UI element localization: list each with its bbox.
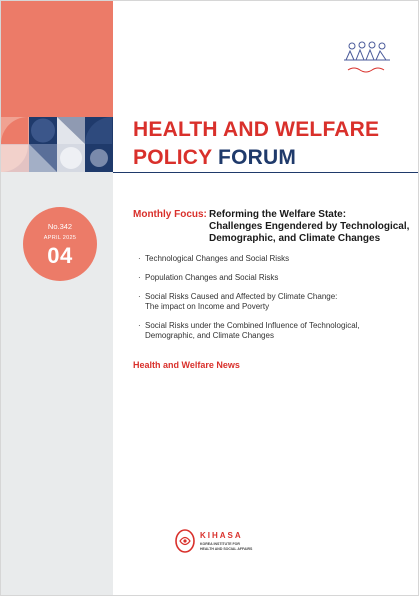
monthly-focus-label: Monthly Focus: bbox=[133, 209, 207, 220]
publication-title-line2 bbox=[133, 146, 296, 170]
kihasa-subtitle-line: HEALTH AND SOCIAL AFFAIRS bbox=[200, 547, 253, 551]
kihasa-wordmark: KIHASA bbox=[200, 531, 243, 540]
focus-title-line: Demographic, and Climate Changes bbox=[209, 233, 381, 244]
toc-item bbox=[137, 292, 360, 312]
toc-item bbox=[137, 254, 360, 264]
salmon-block bbox=[1, 1, 113, 117]
issue-number: No.342 bbox=[47, 222, 73, 231]
focus-title-line: Reforming the Welfare State: bbox=[209, 209, 347, 220]
header-divider-line bbox=[113, 172, 418, 173]
issue-date: APRIL 2025 bbox=[43, 235, 77, 241]
geometric-pattern bbox=[1, 117, 113, 172]
hands-logo-icon bbox=[340, 40, 396, 80]
news-section-heading: Health and Welfare News bbox=[133, 360, 240, 370]
toc-item-line: Demographic, and Climate Changes bbox=[145, 331, 274, 340]
kihasa-subtitle bbox=[200, 542, 252, 552]
monthly-focus-title bbox=[209, 209, 409, 245]
toc-item-line: · Technological Changes and Social Risks bbox=[145, 254, 290, 263]
table-of-contents bbox=[137, 254, 360, 341]
title-word-forum: FORUM bbox=[218, 146, 297, 169]
kihasa-subtitle-line: KOREA INSTITUTE FOR bbox=[200, 542, 240, 546]
toc-item bbox=[137, 273, 360, 283]
title-word-policy: POLICY bbox=[133, 146, 212, 169]
publication-title-line1: HEALTH AND WELFARE bbox=[133, 118, 380, 141]
toc-item-line: · Social Risks under the Combined Influence of Technological, bbox=[145, 321, 360, 330]
issue-badge bbox=[23, 207, 97, 281]
kihasa-logo-icon bbox=[174, 528, 196, 554]
toc-item-line: · Social Risks Caused and Affected by Climate Change: bbox=[145, 292, 338, 301]
toc-item-line: The impact on Income and Poverty bbox=[145, 302, 270, 311]
focus-title-line: Challenges Engendered by Technological, bbox=[209, 221, 410, 232]
toc-item bbox=[137, 321, 360, 341]
issue-month-number: 04 bbox=[47, 243, 73, 268]
toc-item-line: · Population Changes and Social Risks bbox=[145, 273, 279, 282]
